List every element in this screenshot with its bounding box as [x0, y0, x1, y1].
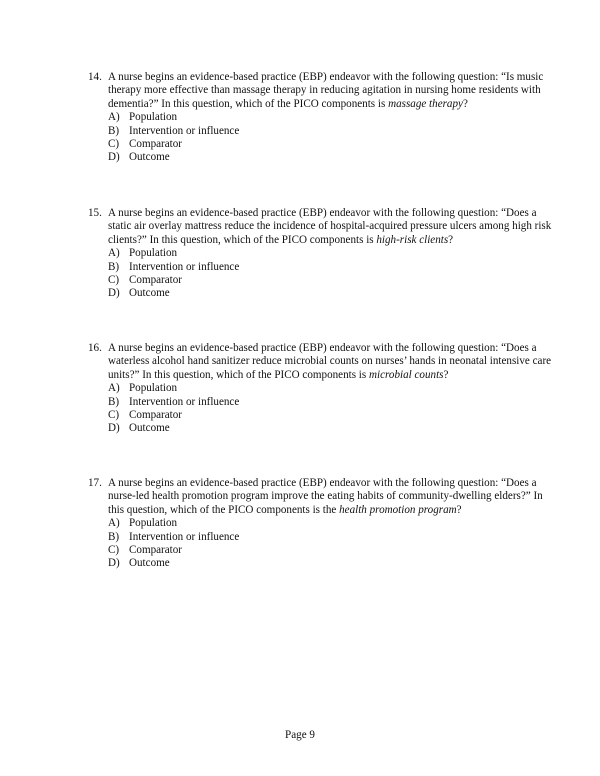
option-letter: D) [108, 422, 120, 435]
option-text: Outcome [129, 557, 170, 570]
option-letter: A) [108, 382, 120, 395]
question-stem [108, 71, 554, 111]
question-end: ? [456, 503, 462, 516]
option-letter: C) [108, 274, 120, 287]
question-stem-text: A nurse begins an evidence-based practice (EBP) endeavor with the following question: “Does a waterless alcohol hand sanitizer reduce microbial counts on nurses’ hands in neonatal intensive care units?” In this question, which of the PICO components is [108, 342, 552, 381]
option-text: Population [129, 111, 178, 124]
option-letter: D) [108, 557, 120, 570]
option-letter: B) [108, 530, 120, 543]
question-term: microbial counts [369, 368, 444, 381]
option-c [108, 544, 554, 557]
question-number: 17. [88, 477, 102, 489]
question-17 [88, 477, 554, 571]
option-d [108, 422, 554, 435]
option-c [108, 409, 554, 422]
option-b [108, 531, 554, 544]
option-c [108, 274, 554, 287]
option-b [108, 125, 554, 138]
option-text: Outcome [129, 287, 170, 300]
option-a [108, 517, 554, 530]
option-letter: B) [108, 395, 120, 408]
option-letter: D) [108, 287, 120, 300]
option-letter: C) [108, 544, 120, 557]
question-15 [88, 207, 554, 301]
question-stem-text: A nurse begins an evidence-based practice (EBP) endeavor with the following question: “Is music therapy more effective than massage therapy in reducing agitation in nursing home residents with dementia?” In this question, which of the PICO components is [108, 71, 544, 110]
option-letter: A) [108, 247, 120, 260]
option-d [108, 287, 554, 300]
question-stem [108, 207, 554, 247]
option-text: Population [129, 382, 178, 395]
question-stem-text: A nurse begins an evidence-based practice (EBP) endeavor with the following question: “Does a nurse-led health promotion program improve the eating habits of community-dwelling elders?” In this question, which of the PICO components is the [108, 477, 543, 516]
option-text: Comparator [129, 138, 182, 151]
option-b [108, 396, 554, 409]
page-number: Page 9 [285, 729, 315, 741]
option-d [108, 557, 554, 570]
question-stem [108, 342, 554, 382]
option-letter: D) [108, 151, 120, 164]
answer-options [108, 382, 554, 436]
question-number: 16. [88, 342, 102, 354]
question-stem [108, 477, 554, 517]
option-text: Comparator [129, 409, 182, 422]
question-stem-text: A nurse begins an evidence-based practice (EBP) endeavor with the following question: “Does a static air overlay mattress reduce the incidence of hospital-acquired pressure ulcers among high risk clients?” In this question, which of the PICO components is [108, 207, 552, 246]
question-number: 14. [88, 71, 102, 83]
option-letter: A) [108, 111, 120, 124]
answer-options [108, 247, 554, 301]
option-letter: A) [108, 517, 120, 530]
option-letter: C) [108, 409, 120, 422]
option-c [108, 138, 554, 151]
question-end: ? [443, 368, 449, 381]
option-text: Intervention or influence [129, 260, 240, 273]
option-letter: B) [108, 124, 120, 137]
answer-options [108, 111, 554, 165]
option-b [108, 261, 554, 274]
question-number: 15. [88, 207, 102, 219]
option-text: Population [129, 517, 178, 530]
answer-options [108, 517, 554, 571]
option-letter: B) [108, 260, 120, 273]
option-text: Outcome [129, 422, 170, 435]
question-end: ? [462, 97, 468, 110]
option-a [108, 111, 554, 124]
option-text: Intervention or influence [129, 395, 240, 408]
option-text: Population [129, 247, 178, 260]
option-a [108, 247, 554, 260]
option-text: Intervention or influence [129, 124, 240, 137]
option-text: Intervention or influence [129, 530, 240, 543]
question-term: massage therapy [388, 97, 463, 110]
question-term: high-risk clients [376, 233, 449, 246]
question-end: ? [448, 233, 454, 246]
option-text: Outcome [129, 151, 170, 164]
option-d [108, 151, 554, 164]
question-16 [88, 342, 554, 436]
option-text: Comparator [129, 544, 182, 557]
option-text: Comparator [129, 274, 182, 287]
question-term: health promotion program [339, 503, 457, 516]
question-14 [88, 71, 554, 165]
option-letter: C) [108, 138, 120, 151]
option-a [108, 382, 554, 395]
